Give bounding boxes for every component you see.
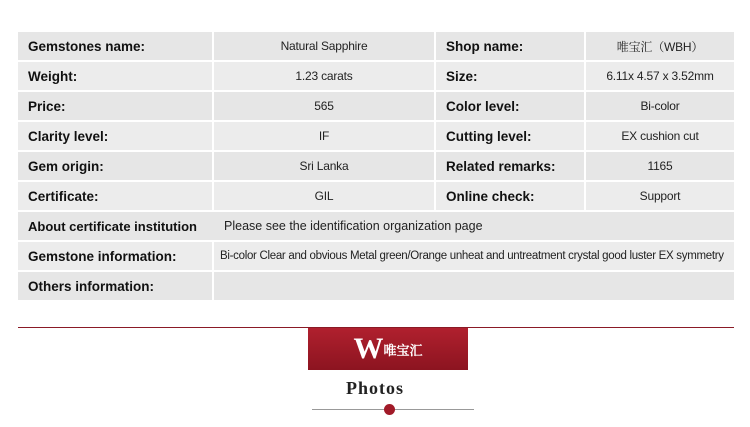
- related-remarks-value: 1165: [584, 152, 734, 180]
- price-value: 565: [212, 92, 434, 120]
- others-information-label: Others information:: [28, 278, 155, 294]
- price-label: Price:: [28, 98, 66, 114]
- color-level-label: Color level:: [434, 92, 584, 120]
- online-check-value: Support: [584, 182, 734, 210]
- size-value: 6.11x 4.57 x 3.52mm: [584, 62, 734, 90]
- spec-row-about-certificate: [18, 212, 734, 240]
- size-label: Size:: [434, 62, 584, 90]
- spec-table: [18, 32, 734, 302]
- spec-row-weight: [18, 62, 734, 90]
- certificate-value: GIL: [212, 182, 434, 210]
- weight-label: Weight:: [28, 68, 78, 84]
- color-level-value: Bi-color: [584, 92, 734, 120]
- weight-value: 1.23 carats: [212, 62, 434, 90]
- brand-logo-mark: W: [353, 332, 378, 365]
- spec-row-others-information: [18, 272, 734, 300]
- cutting-level-value: EX cushion cut: [584, 122, 734, 150]
- clarity-level-value: IF: [212, 122, 434, 150]
- gem-origin-value: Sri Lanka: [212, 152, 434, 180]
- photos-dot-ornament: [384, 404, 395, 415]
- gem-origin-label: Gem origin:: [28, 158, 104, 174]
- spec-row-certificate: [18, 182, 734, 210]
- spec-row-price: [18, 92, 734, 120]
- related-remarks-label: Related remarks:: [434, 152, 584, 180]
- shop-name-label: Shop name:: [434, 32, 584, 60]
- gemstone-name-label: Gemstones name:: [28, 38, 146, 54]
- brand-logo: [308, 328, 468, 370]
- photos-section-title: Photos: [345, 378, 404, 398]
- cutting-level-label: Cutting level:: [434, 122, 584, 150]
- gemstone-information-label: Gemstone information:: [28, 248, 177, 264]
- gemstone-name-value: Natural Sapphire: [212, 32, 434, 60]
- spec-row-gemstone-information: [18, 242, 734, 270]
- others-information-value: [212, 272, 734, 300]
- spec-row-clarity: [18, 122, 734, 150]
- spec-row-gemstone-name: [18, 32, 734, 60]
- clarity-level-label: Clarity level:: [28, 128, 109, 144]
- brand-logo-text: 唯宝汇: [383, 342, 423, 358]
- online-check-label: Online check:: [434, 182, 584, 210]
- spec-row-origin: [18, 152, 734, 180]
- shop-name-value: 唯宝汇（WBH）: [584, 32, 734, 60]
- certificate-label: Certificate:: [28, 188, 99, 204]
- about-certificate-value: Please see the identification organization page: [224, 219, 483, 233]
- about-certificate-label: About certificate institution: [28, 218, 197, 234]
- gemstone-information-value: Bi-color Clear and obvious Metal green/Orange unheat and untreatment crystal good luster EX symmetry: [212, 242, 734, 270]
